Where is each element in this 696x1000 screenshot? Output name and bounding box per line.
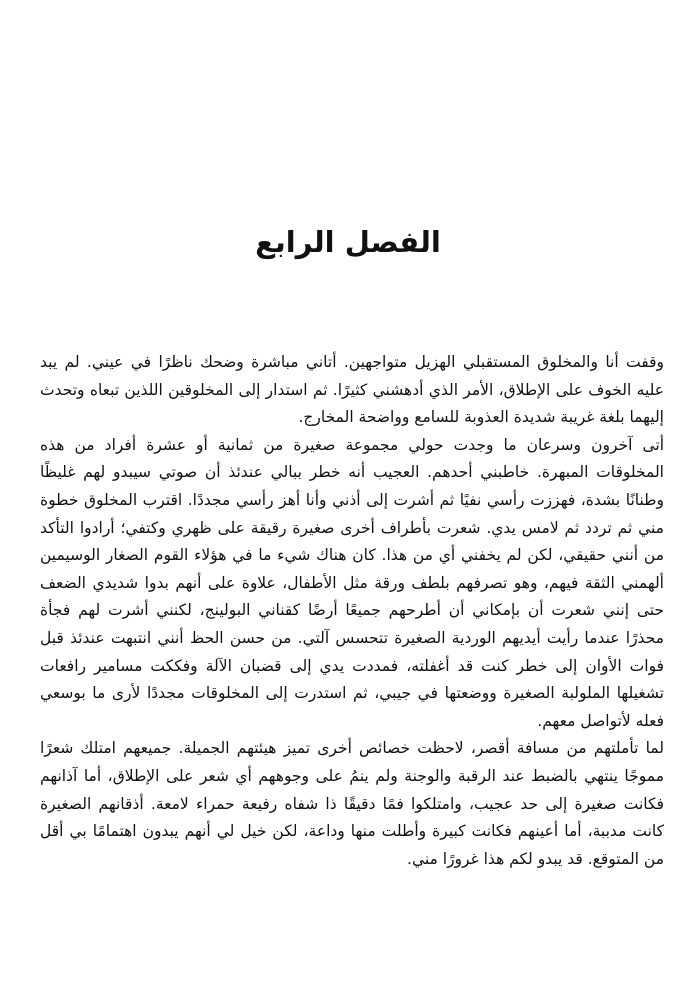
paragraph: لما تأملتهم من مسافة أقصر، لاحظت خصائص أخرى تميز هيئتهم الجميلة. جميعهم امتلك شعرًا مموجًا ينتهي بالضبط عند الرقبة والوجنة ولم ينمُ على وجوههم أي شعر على الإطلاق، أما آذانهم فكانت صغيرة إلى حد عجيب، وامتلكوا فمًا دقيقًا ذا شفاه رفيعة حمراء لامعة. أذقانهم الصغيرة كانت مدببة، أما أعينهم فكانت كبيرة وأطلت منها وداعة، لكن خيل لي أنهم يبدون اهتمامًا بي أقل من المتوقع. قد يبدو لكم هذا غرورًا مني. [40,739,664,868]
paragraph: أتى آخرون وسرعان ما وجدت حولي مجموعة صغيرة من ثمانية أو عشرة أفراد من هذه المخلوقات المبهرة. خاطبني أحدهم. العجيب أنه خطر ببالي عندئذ أن صوتي سيبدو لهم غليظًا وطنانًا بشدة، فهززت رأسي نفيًا ثم أشرت إلى أذني وأنا أهز رأسي مجددًا. اقترب المخلوق خطوة مني ثم تردد ثم لامس يدي. شعرت بأطراف أخرى صغيرة رقيقة على ظهري وكتفي؛ أرادوا التأكد من أنني حقيقي، لكن لم يخفني أي من هذا. كان هناك شيء ما في هؤلاء القوم الصغار الوسيمين ألهمني الثقة فيهم، وهو تصرفهم بلطف ورقة مثل الأطفال، علاوة على أنهم بدوا شديدي الضعف حتى إنني شعرت أن بإمكاني أن أطرحهم جميعًا أرضًا كقناني البولينج، لكنني أشرت لهم فجأة محذرًا عندما رأيت أيديهم الوردية الصغيرة تتحسس آلتي. من حسن الحظ أنني انتبهت عندئذ قبل فوات الأوان إلى خطر كنت قد أغفلته، فمددت يدي إلى قضبان الآلة وفككت مسامير رافعات تشغيلها الملولبة الصغيرة ووضعتها في جيبي، ثم استدرت إلى المخلوقات مجددًا لأرى ما بوسعي فعله لأتواصل معهم. [40,435,664,730]
chapter-title: الفصل الرابع [255,225,441,259]
paragraph: وقفت أنا والمخلوق المستقبلي الهزيل متواجهين. أتاني مباشرة وضحك ناظرًا في عيني. لم يبد عليه الخوف على الإطلاق، الأمر الذي أدهشني كثيرًا. ثم استدار إلى المخلوقين اللذين تبعاه وتحدث إليهما بلغة غريبة شديدة العذوبة للسامع وواضحة المخارج. [40,353,664,427]
chapter-body [40,349,664,873]
